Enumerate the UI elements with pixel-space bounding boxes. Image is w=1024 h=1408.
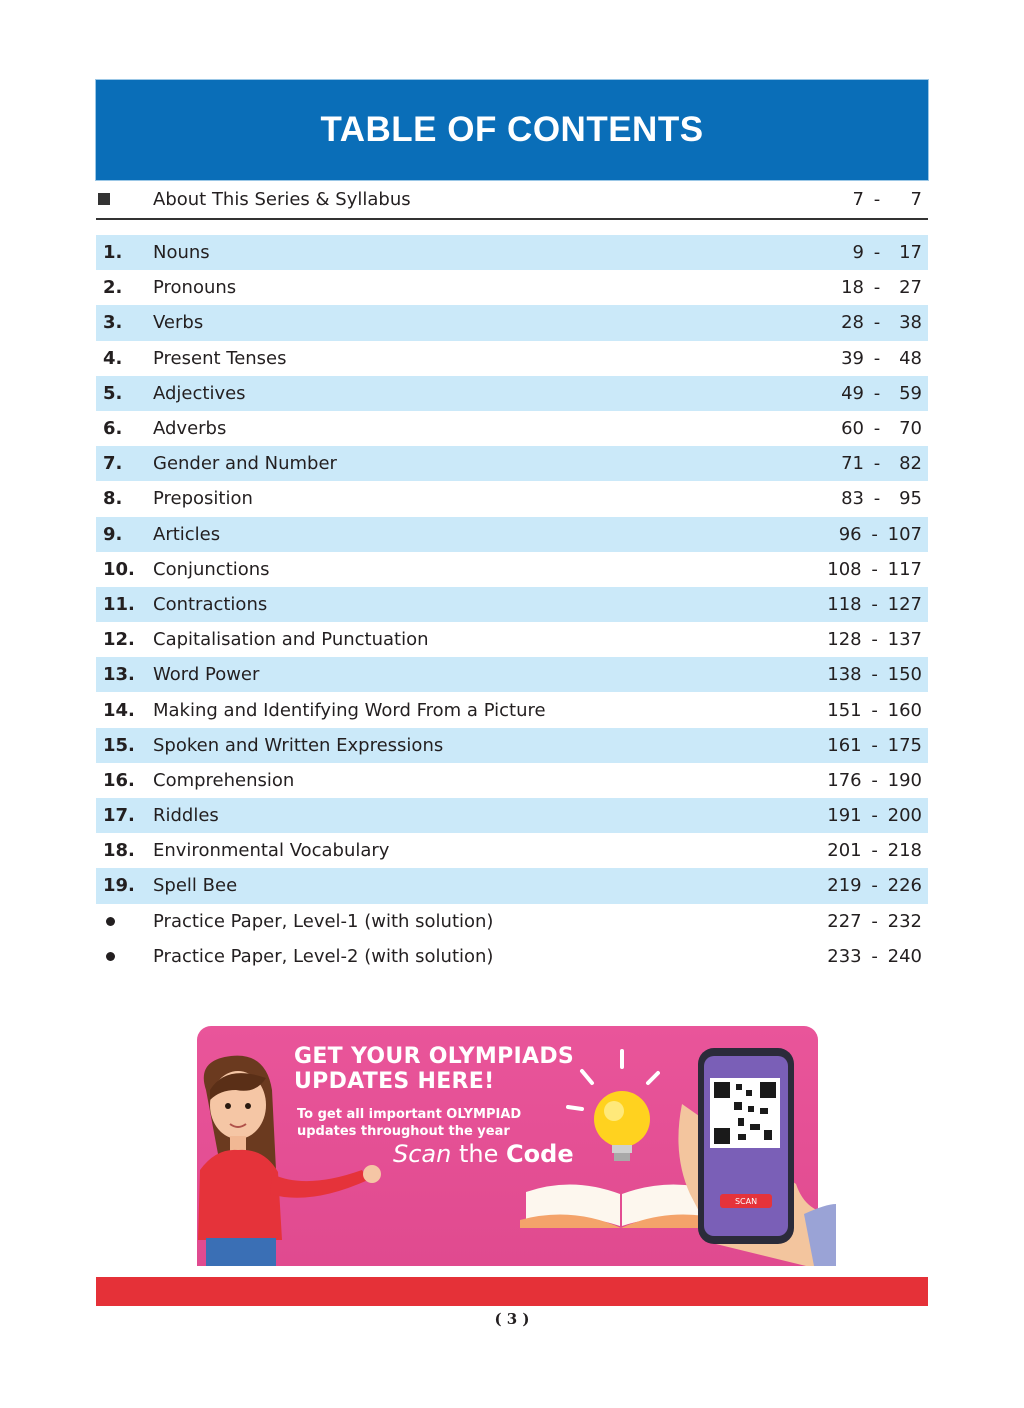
page-separator: - [871, 769, 878, 791]
page-end: 38 [899, 312, 922, 334]
toc-row [96, 270, 928, 305]
page-separator: - [873, 347, 881, 369]
chapter-title: Environmental Vocabulary [153, 840, 390, 862]
toc-list [96, 235, 928, 974]
intro-title: About This Series & Syllabus [153, 188, 411, 210]
toc-row [96, 868, 928, 903]
page-end: 107 [887, 523, 922, 545]
toc-row [96, 939, 928, 974]
scan-word: Scan [393, 1140, 452, 1168]
page-end: 160 [887, 699, 922, 721]
page-start: 96 [838, 523, 862, 545]
chapter-pages [832, 488, 922, 509]
toc-row [96, 517, 928, 552]
chapter-pages [832, 418, 922, 439]
chapter-pages [827, 840, 922, 861]
page-start: 28 [841, 312, 864, 334]
page-start: 108 [827, 558, 862, 580]
chapter-number: 3. [103, 312, 123, 334]
the-word: the [459, 1140, 499, 1168]
chapter-number: 18. [103, 840, 135, 862]
page-end: 218 [887, 840, 922, 862]
toc-row [96, 481, 928, 516]
page-separator: - [871, 945, 878, 967]
page-separator: - [871, 875, 878, 897]
chapter-number: 17. [103, 805, 135, 827]
chapter-title: Gender and Number [153, 453, 337, 475]
chapter-number: 19. [103, 875, 135, 897]
chapter-number: 2. [103, 277, 123, 299]
page-start: 83 [841, 488, 864, 510]
chapter-pages [827, 594, 922, 615]
round-bullet-icon [106, 952, 115, 961]
page-end: 175 [887, 734, 922, 756]
intro-row [96, 180, 928, 220]
chapter-title: Practice Paper, Level-1 (with solution) [153, 910, 494, 932]
chapter-title: Contractions [153, 593, 268, 615]
chapter-title: Articles [153, 523, 221, 545]
banner-subtext-line2: updates throughout the year [297, 1124, 510, 1139]
toc-row [96, 657, 928, 692]
chapter-pages [827, 700, 922, 721]
chapter-pages [832, 312, 922, 333]
chapter-number: 13. [103, 664, 135, 686]
toc-row [96, 728, 928, 763]
toc-header [96, 80, 928, 180]
toc-row [96, 833, 928, 868]
chapter-pages [827, 911, 922, 932]
chapter-title: Adverbs [153, 418, 227, 440]
chapter-title: Word Power [153, 664, 260, 686]
chapter-pages [832, 277, 922, 298]
page-start: 233 [827, 945, 862, 967]
page-separator: - [871, 523, 878, 545]
page-end: 150 [887, 664, 922, 686]
chapter-title: Comprehension [153, 769, 295, 791]
toc-row [96, 411, 928, 446]
toc-row [96, 798, 928, 833]
toc-row [96, 692, 928, 727]
chapter-number: 14. [103, 699, 135, 721]
page-start: 39 [841, 347, 864, 369]
chapter-title: Spell Bee [153, 875, 238, 897]
page-separator: - [873, 418, 881, 440]
banner-headline-line2: UPDATES HERE! [294, 1069, 495, 1094]
chapter-number: 4. [103, 347, 123, 369]
toc-row [96, 904, 928, 939]
chapter-pages [827, 770, 922, 791]
page-end: 82 [899, 453, 922, 475]
page-title: TABLE OF CONTENTS [320, 110, 704, 149]
toc-row [96, 341, 928, 376]
chapter-number: 6. [103, 418, 123, 440]
page-end: 127 [887, 593, 922, 615]
page-start: 49 [841, 382, 864, 404]
page-start: 9 [852, 242, 864, 264]
page-end: 59 [899, 382, 922, 404]
chapter-number: 7. [103, 453, 123, 475]
page-separator: - [873, 277, 881, 299]
chapter-number: 15. [103, 734, 135, 756]
banner-headline-line1: GET YOUR OLYMPIADS [294, 1044, 575, 1069]
chapter-pages [827, 629, 922, 650]
intro-pages [832, 189, 922, 210]
chapter-number: 16. [103, 769, 135, 791]
round-bullet-icon [106, 917, 115, 926]
page-separator: - [873, 242, 881, 264]
page-end: 7 [910, 188, 922, 210]
chapter-number: 1. [103, 242, 123, 264]
page-end: 190 [887, 769, 922, 791]
page-start: 176 [827, 769, 862, 791]
page-separator: - [871, 805, 878, 827]
toc-row [96, 763, 928, 798]
chapter-pages [832, 348, 922, 369]
chapter-title: Adjectives [153, 382, 246, 404]
page-separator: - [871, 699, 878, 721]
page-separator: - [873, 312, 881, 334]
chapter-number: 11. [103, 593, 135, 615]
girl-illustration-icon [186, 1050, 396, 1266]
page-start: 151 [827, 699, 862, 721]
page-separator: - [871, 664, 878, 686]
page-separator: - [871, 910, 878, 932]
page-number: ( 3 ) [494, 1310, 530, 1328]
page-separator: - [873, 382, 881, 404]
phone-qr-icon [676, 1044, 836, 1266]
page-separator: - [871, 840, 878, 862]
page-start: 138 [827, 664, 862, 686]
banner-subtext-line1: To get all important OLYMPIAD [297, 1107, 522, 1122]
chapter-number: 8. [103, 488, 123, 510]
footer-red-bar [96, 1277, 928, 1306]
scan-button-label: SCAN [734, 1197, 758, 1206]
toc-row [96, 587, 928, 622]
page-end: 70 [899, 418, 922, 440]
page-end: 232 [887, 910, 922, 932]
chapter-pages [827, 805, 922, 826]
page-separator: - [873, 488, 881, 510]
page-start: 71 [841, 453, 864, 475]
toc-row [96, 622, 928, 657]
chapter-title: Riddles [153, 805, 219, 827]
page-end: 17 [899, 242, 922, 264]
page-end: 48 [899, 347, 922, 369]
chapter-pages [832, 453, 922, 474]
page-start: 7 [852, 188, 864, 210]
chapter-title: Pronouns [153, 277, 237, 299]
page-start: 18 [841, 277, 864, 299]
page-end: 27 [899, 277, 922, 299]
chapter-pages [832, 383, 922, 404]
page-start: 219 [827, 875, 862, 897]
page-separator: - [871, 593, 878, 615]
toc-row [96, 235, 928, 270]
page-start: 118 [827, 593, 862, 615]
page-start: 128 [827, 629, 862, 651]
page-end: 200 [887, 805, 922, 827]
chapter-number: 5. [103, 382, 123, 404]
light-bulb-icon [560, 1045, 660, 1165]
chapter-pages [827, 875, 922, 896]
toc-row [96, 305, 928, 340]
page-separator: - [873, 188, 881, 210]
chapter-title: Making and Identifying Word From a Picture [153, 699, 546, 721]
chapter-number: 10. [103, 558, 135, 580]
chapter-pages [830, 524, 922, 545]
page-end: 226 [887, 875, 922, 897]
page-end: 240 [887, 945, 922, 967]
chapter-title: Preposition [153, 488, 253, 510]
page-start: 60 [841, 418, 864, 440]
square-bullet-icon [98, 193, 110, 205]
toc-row [96, 376, 928, 411]
page-start: 201 [827, 840, 862, 862]
code-word: Code [506, 1140, 574, 1168]
chapter-pages [827, 735, 922, 756]
chapter-title: Present Tenses [153, 347, 287, 369]
chapter-title: Capitalisation and Punctuation [153, 629, 429, 651]
toc-row [96, 552, 928, 587]
page-start: 191 [827, 805, 862, 827]
chapter-number: 9. [103, 523, 123, 545]
page-separator: - [873, 453, 881, 475]
chapter-pages [827, 946, 922, 967]
page-end: 117 [887, 558, 922, 580]
chapter-title: Spoken and Written Expressions [153, 734, 444, 756]
chapter-title: Nouns [153, 242, 210, 264]
page-separator: - [871, 629, 878, 651]
chapter-number: 12. [103, 629, 135, 651]
page-separator: - [871, 734, 878, 756]
chapter-pages [827, 664, 922, 685]
chapter-pages [827, 559, 922, 580]
page-start: 227 [827, 910, 862, 932]
page-separator: - [871, 558, 878, 580]
chapter-title: Practice Paper, Level-2 (with solution) [153, 945, 494, 967]
page-start: 161 [827, 734, 862, 756]
chapter-title: Verbs [153, 312, 204, 334]
toc-row [96, 446, 928, 481]
chapter-title: Conjunctions [153, 558, 270, 580]
chapter-pages [832, 242, 922, 263]
page-end: 137 [887, 629, 922, 651]
scan-the-code-text [393, 1140, 574, 1168]
page-end: 95 [899, 488, 922, 510]
